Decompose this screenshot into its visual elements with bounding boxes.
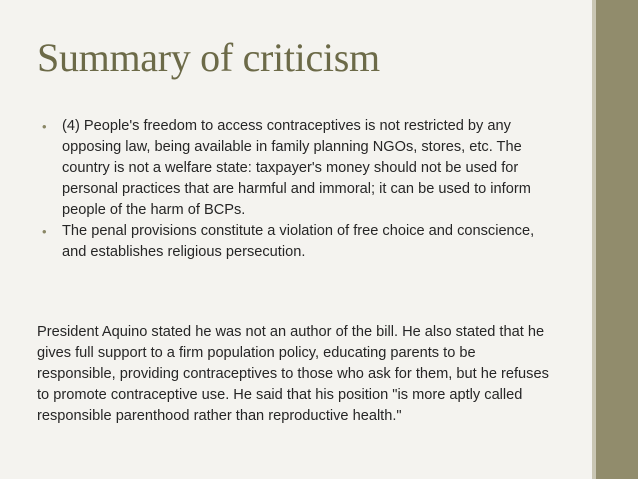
bullet-list: [42, 116, 552, 263]
bullet-marker-icon: •: [42, 119, 47, 134]
bullet-item-penal-provisions: [42, 221, 552, 263]
side-bar: [596, 0, 638, 479]
bullet-text: The penal provisions constitute a violation of free choice and conscience, and establishes religious persecution.: [62, 223, 535, 260]
bullet-text: (4) People's freedom to access contraceptives is not restricted by any opposing law, being available in family planning NGOs, stores, etc. The country is not a welfare state: taxpayer's money should not be used for personal practices that are harmful and immoral; it can be used to inform people of the harm of BCPs.: [62, 118, 531, 218]
aquino-statement-paragraph: President Aquino stated he was not an author of the bill. He also stated that he gives full support to a firm population policy, educating parents to be responsible, providing contraceptives to those who ask for them, but he refuses to promote contraceptive use. He said that his position "is more aptly called responsible parenthood rather than reproductive health.": [37, 324, 549, 424]
bullet-item-freedom: [42, 116, 552, 221]
bullet-marker-icon: •: [42, 224, 47, 239]
slide-title: Summary of criticism: [37, 35, 380, 80]
